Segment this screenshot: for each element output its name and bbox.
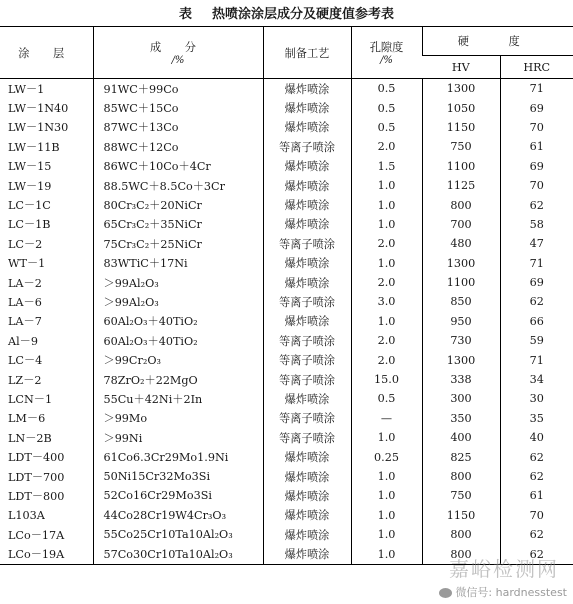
process-cell: 等离子喷涂 [263,137,351,156]
composition-cell: ＞99Al₂O₃ [93,292,263,311]
porosity-cell: 0.5 [351,118,422,137]
header-coating: 涂 层 [0,27,93,79]
composition-cell: 60Al₂O₃＋40TiO₂ [93,331,263,350]
hrc-cell: 69 [500,273,573,292]
table-row [0,215,573,234]
header-porosity-unit: /% [380,55,393,66]
composition-cell: 57Co30Cr10Ta10Al₂O₃ [93,544,263,564]
porosity-cell: 0.5 [351,98,422,117]
hrc-cell: 62 [500,544,573,564]
watermark-brand: 嘉峪检测网 [449,557,559,581]
table-row [0,331,573,350]
coating-cell: LCN－1 [8,392,53,406]
porosity-cell: 2.0 [351,234,422,253]
table-row [0,506,573,525]
table-row [0,79,573,99]
table-row [0,409,573,428]
process-cell: 爆炸喷涂 [263,273,351,292]
composition-cell: 55Co25Cr10Ta10Al₂O₃ [93,525,263,544]
header-composition: 成 分 /% [93,27,263,79]
composition-cell: 80Cr₃C₂＋20NiCr [93,195,263,214]
hv-cell: 1300 [422,254,500,273]
table-row [0,370,573,389]
coating-cell: WT－1 [8,257,46,271]
coating-cell: LA－2 [8,276,42,290]
hrc-cell: 71 [500,350,573,369]
hrc-cell: 34 [500,370,573,389]
process-cell: 等离子喷涂 [263,370,351,389]
porosity-cell: 0.25 [351,447,422,466]
porosity-cell: 1.0 [351,486,422,505]
table-body [0,79,573,565]
porosity-cell: — [351,409,422,428]
composition-cell: 60Al₂O₃＋40TiO₂ [93,312,263,331]
composition-cell: 83WTiC＋17Ni [93,254,263,273]
coating-cell: LW－11B [8,140,60,154]
hrc-cell: 62 [500,467,573,486]
hv-cell: 750 [422,486,500,505]
porosity-cell: 2.0 [351,273,422,292]
table-row [0,273,573,292]
hv-cell: 950 [422,312,500,331]
hardness-table [0,26,573,565]
table-row [0,195,573,214]
hrc-cell: 61 [500,486,573,505]
composition-cell: 85WC＋15Co [93,98,263,117]
hrc-cell: 66 [500,312,573,331]
process-cell: 爆炸喷涂 [263,447,351,466]
coating-cell: LDT－800 [8,489,65,503]
hv-cell: 1300 [422,79,500,99]
hv-cell: 850 [422,292,500,311]
table-row [0,312,573,331]
process-cell: 爆炸喷涂 [263,195,351,214]
hrc-cell: 62 [500,292,573,311]
process-cell: 爆炸喷涂 [263,525,351,544]
process-cell: 爆炸喷涂 [263,118,351,137]
hrc-cell: 71 [500,79,573,99]
process-cell: 爆炸喷涂 [263,389,351,408]
process-cell: 爆炸喷涂 [263,215,351,234]
hv-cell: 700 [422,215,500,234]
porosity-cell: 15.0 [351,370,422,389]
coating-cell: L103A [8,508,45,522]
process-cell: 爆炸喷涂 [263,79,351,99]
porosity-cell: 1.0 [351,176,422,195]
hrc-cell: 62 [500,195,573,214]
table-row [0,234,573,253]
process-cell: 爆炸喷涂 [263,176,351,195]
coating-cell: LC－1C [8,199,51,213]
hrc-cell: 47 [500,234,573,253]
coating-cell: LW－19 [8,179,52,193]
composition-cell: ＞99Ni [93,428,263,447]
hv-cell: 480 [422,234,500,253]
porosity-cell: 1.0 [351,195,422,214]
composition-cell: 91WC＋99Co [93,79,263,99]
composition-cell: 50Ni15Cr32Mo3Si [93,467,263,486]
porosity-cell: 1.0 [351,544,422,564]
header-process: 制备工艺 [263,27,351,79]
composition-cell: 65Cr₃C₂＋35NiCr [93,215,263,234]
process-cell: 等离子喷涂 [263,409,351,428]
watermark-text: 微信号: hardnesstest [455,586,567,599]
composition-cell: ＞99Mo [93,409,263,428]
header-composition-unit: /% [171,55,185,66]
composition-cell: 88.5WC＋8.5Co＋3Cr [93,176,263,195]
hv-cell: 1100 [422,273,500,292]
table-row [0,254,573,273]
composition-cell: 78ZrO₂＋22MgO [93,370,263,389]
composition-cell: 61Co6.3Cr29Mo1.9Ni [93,447,263,466]
coating-cell: LA－6 [8,295,42,309]
hv-cell: 350 [422,409,500,428]
process-cell: 爆炸喷涂 [263,467,351,486]
hv-cell: 1150 [422,506,500,525]
coating-cell: LW－1N40 [8,102,69,116]
coating-cell: LW－1N30 [8,121,69,135]
composition-cell: 87WC＋13Co [93,118,263,137]
coating-cell: LZ－2 [8,373,42,387]
hrc-cell: 70 [500,176,573,195]
table-title-text: 热喷涂涂层成分及硬度值参考表 [212,7,395,22]
table-row [0,157,573,176]
hv-cell: 1100 [422,157,500,176]
table-row [0,389,573,408]
hv-cell: 300 [422,389,500,408]
coating-cell: LW－1 [8,82,45,96]
table-row [0,176,573,195]
porosity-cell: 1.0 [351,525,422,544]
table-row [0,350,573,369]
table-row [0,447,573,466]
coating-cell: LN－2B [8,431,52,445]
header-hardness: 硬 度 [422,27,573,56]
hrc-cell: 58 [500,215,573,234]
hrc-cell: 70 [500,506,573,525]
table-row [0,98,573,117]
table-row [0,118,573,137]
porosity-cell: 0.5 [351,79,422,99]
composition-cell: 55Cu＋42Ni＋2In [93,389,263,408]
hrc-cell: 70 [500,118,573,137]
coating-cell: LA－7 [8,315,42,329]
hv-cell: 1125 [422,176,500,195]
hv-cell: 825 [422,447,500,466]
table-row [0,486,573,505]
hv-cell: 750 [422,137,500,156]
coating-cell: LCo－17A [8,528,65,542]
composition-cell: ＞99Cr₂O₃ [93,350,263,369]
process-cell: 等离子喷涂 [263,428,351,447]
composition-cell: 44Co28Cr19W4Cr₃O₃ [93,506,263,525]
header-hv: HV [422,56,500,79]
table-title [0,3,573,23]
porosity-cell: 2.0 [351,137,422,156]
hv-cell: 1300 [422,350,500,369]
hv-cell: 400 [422,428,500,447]
composition-cell: 86WC＋10Co＋4Cr [93,157,263,176]
table-row [0,137,573,156]
process-cell: 爆炸喷涂 [263,544,351,564]
porosity-cell: 2.0 [351,350,422,369]
coating-cell: LC－2 [8,237,43,251]
porosity-cell: 2.0 [351,331,422,350]
hv-cell: 1050 [422,98,500,117]
hrc-cell: 62 [500,447,573,466]
porosity-cell: 1.0 [351,428,422,447]
composition-cell: 52Co16Cr29Mo3Si [93,486,263,505]
header-hrc: HRC [500,56,573,79]
process-cell: 等离子喷涂 [263,331,351,350]
table-row [0,467,573,486]
coating-cell: LM－6 [8,412,46,426]
process-cell: 爆炸喷涂 [263,254,351,273]
wechat-icon [439,588,452,598]
composition-cell: 75Cr₃C₂＋25NiCr [93,234,263,253]
porosity-cell: 1.0 [351,254,422,273]
table-row [0,525,573,544]
hrc-cell: 69 [500,98,573,117]
porosity-cell: 0.5 [351,389,422,408]
porosity-cell: 3.0 [351,292,422,311]
process-cell: 等离子喷涂 [263,292,351,311]
process-cell: 等离子喷涂 [263,350,351,369]
table-row [0,292,573,311]
coating-cell: LDT－400 [8,451,65,465]
coating-cell: LC－1B [8,218,51,232]
porosity-cell: 1.5 [351,157,422,176]
hrc-cell: 62 [500,525,573,544]
hrc-cell: 30 [500,389,573,408]
hv-cell: 800 [422,544,500,564]
process-cell: 爆炸喷涂 [263,157,351,176]
porosity-cell: 1.0 [351,506,422,525]
coating-cell: LW－15 [8,160,52,174]
composition-cell: 88WC＋12Co [93,137,263,156]
hrc-cell: 40 [500,428,573,447]
process-cell: 爆炸喷涂 [263,486,351,505]
watermark [439,584,567,600]
process-cell: 爆炸喷涂 [263,506,351,525]
hv-cell: 800 [422,525,500,544]
porosity-cell: 1.0 [351,467,422,486]
process-cell: 等离子喷涂 [263,234,351,253]
hv-cell: 730 [422,331,500,350]
table-row [0,428,573,447]
hv-cell: 338 [422,370,500,389]
hrc-cell: 69 [500,157,573,176]
porosity-cell: 1.0 [351,312,422,331]
porosity-cell: 1.0 [351,215,422,234]
hv-cell: 800 [422,195,500,214]
hrc-cell: 59 [500,331,573,350]
process-cell: 爆炸喷涂 [263,98,351,117]
coating-cell: LC－4 [8,354,43,368]
coating-cell: Al－9 [8,334,38,348]
header-porosity: 孔隙度 /% [351,27,422,79]
coating-cell: LDT－700 [8,470,65,484]
hv-cell: 1150 [422,118,500,137]
hrc-cell: 35 [500,409,573,428]
hrc-cell: 71 [500,254,573,273]
table-label: 表 [178,7,192,22]
process-cell: 爆炸喷涂 [263,312,351,331]
composition-cell: ＞99Al₂O₃ [93,273,263,292]
coating-cell: LCo－19A [0,544,93,564]
hv-cell: 800 [422,467,500,486]
hrc-cell: 61 [500,137,573,156]
